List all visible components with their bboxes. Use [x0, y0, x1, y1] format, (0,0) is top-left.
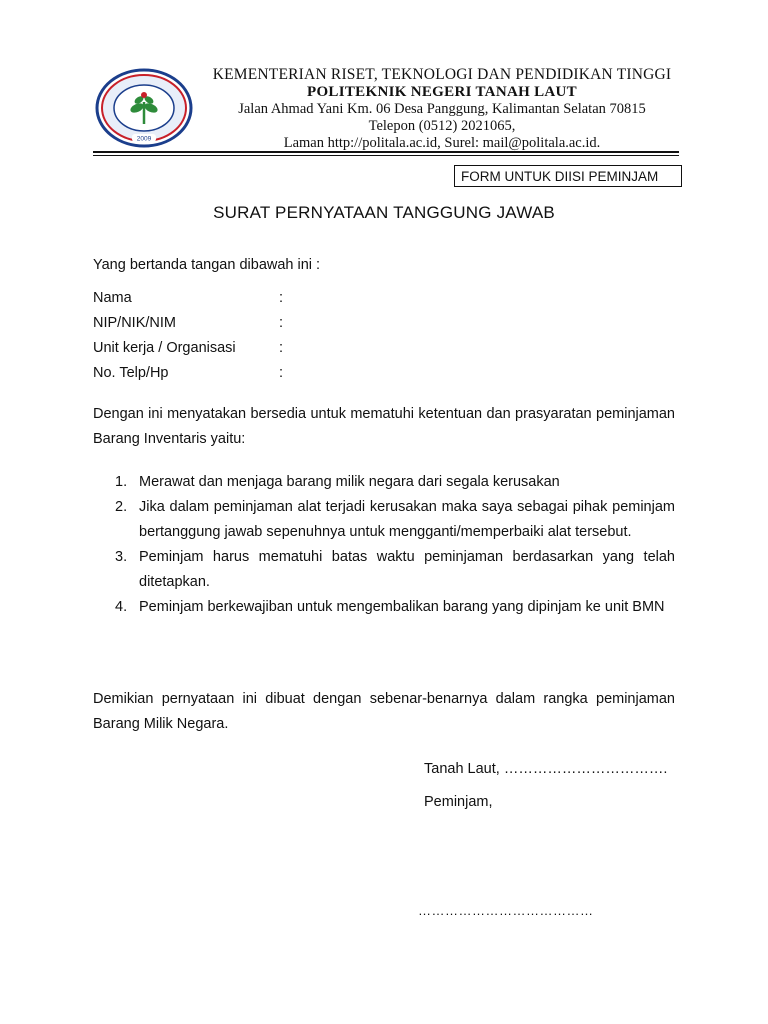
conditions-list: [93, 470, 675, 620]
signer-role: Peminjam,: [424, 794, 493, 810]
list-item: 1. Merawat dan menjaga barang milik negara dari segala kerusakan: [115, 474, 560, 490]
logo-year: 2009: [136, 135, 152, 143]
field-label-nip: NIP/NIK/NIM: [93, 315, 176, 331]
statement-paragraph: Dengan ini menyatakan bersedia untuk mematuhi ketentuan dan prasyaratan peminjaman Barang Inventaris yaitu:: [93, 406, 675, 447]
field-colon: :: [279, 315, 284, 331]
place-date: Tanah Laut, …………………………….: [424, 761, 668, 777]
field-colon: :: [279, 340, 284, 356]
closing-paragraph: Demikian pernyataan ini dibuat dengan sebenar-benarnya dalam rangka peminjaman Barang Milik Negara.: [93, 691, 675, 732]
institution-web: Laman http://politala.ac.id, Surel: mail@politala.ac.id.: [283, 135, 601, 151]
field-label-nama: Nama: [93, 290, 132, 306]
field-label-unit: Unit kerja / Organisasi: [93, 340, 236, 356]
institution-phone: Telepon (0512) 2021065,: [368, 118, 516, 134]
institution-address: Jalan Ahmad Yani Km. 06 Desa Panggung, Kalimantan Selatan 70815: [238, 101, 646, 117]
list-item: 4. Peminjam berkewajiban untuk mengembalikan barang yang dipinjam ke unit BMN: [115, 599, 665, 615]
field-label-telp: No. Telp/Hp: [93, 365, 169, 381]
document-title: SURAT PERNYATAAN TANGGUNG JAWAB: [213, 203, 555, 222]
letterhead-divider: [93, 151, 679, 153]
ministry-name: KEMENTERIAN RISET, TEKNOLOGI DAN PENDIDIKAN TINGGI: [212, 66, 672, 83]
letterhead: [200, 66, 684, 152]
form-label-box: FORM UNTUK DIISI PEMINJAM: [454, 165, 682, 187]
list-item: 3. Peminjam harus mematuhi batas waktu peminjaman berdasarkan yang telah ditetapkan.: [115, 549, 675, 590]
field-colon: :: [279, 290, 284, 306]
institution-logo: [94, 68, 194, 148]
institution-name: POLITEKNIK NEGERI TANAH LAUT: [307, 84, 577, 100]
field-colon: :: [279, 365, 284, 381]
intro-text: Yang bertanda tangan dibawah ini :: [93, 257, 321, 273]
letterhead-divider-thin: [93, 155, 679, 156]
signature-name-line: …………………………………: [418, 903, 594, 918]
list-item: 2. Jika dalam peminjaman alat terjadi kerusakan maka saya sebagai pihak peminjam bertanggung jawab sepenuhnya untuk mengganti/memperbaiki alat tersebut.: [115, 499, 675, 540]
